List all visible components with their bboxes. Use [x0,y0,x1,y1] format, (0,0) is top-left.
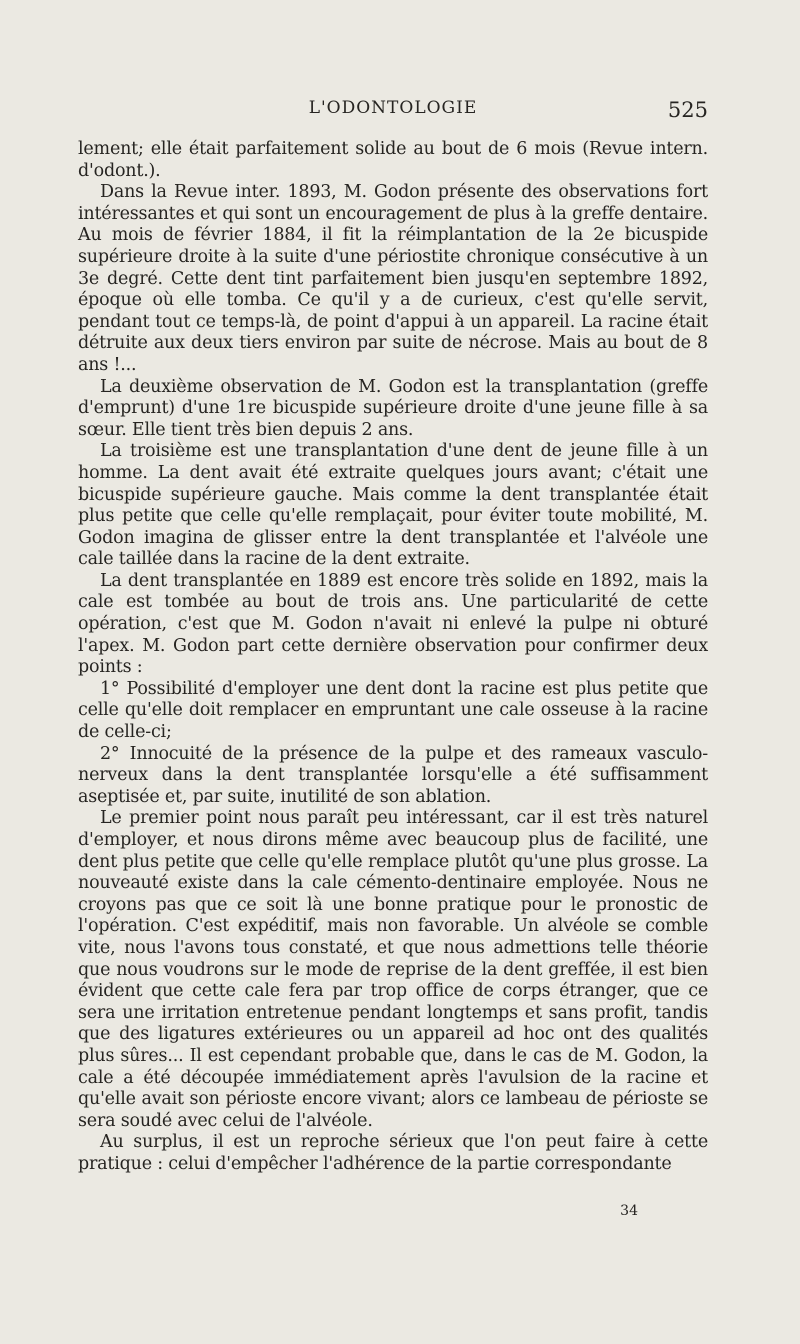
paragraph-6: 1° Possibilité d'employer une dent dont la racine est plus petite que celle qu'elle doit remplacer en empruntant une cale osseuse à la racine de celle-ci; [78,678,708,743]
body-text [78,139,708,1176]
page-number: 525 [667,98,708,122]
signature-mark: 34 [620,1203,638,1219]
paragraph-2: Dans la Revue inter. 1893, M. Godon présente des observations fort intéressantes et qui sont un encouragement de plus à la greffe dentaire. Au mois de février 1884, il fit la réimplantation de la 2e bicuspide supérieure droite à la suite d'une périostite chronique consécutive à un 3e degré. Cette dent tint parfaitement bien jusqu'en septembre 1892, époque où elle tomba. Ce qu'il y a de curieux, c'est qu'elle servit, pendant tout ce temps-là, de point d'appui à un appareil. La racine était détruite aux deux tiers environ par suite de nécrose. Mais au bout de 8 ans !... [78,182,708,375]
journal-title: L'ODONTOLOGIE [308,98,478,118]
paragraph-4: La troisième est une transplantation d'une dent de jeune fille à un homme. La dent avait été extraite quelques jours avant; c'était une bicuspide supérieure gauche. Mais comme la dent transplantée était plus petite que celle qu'elle remplaçait, pour éviter toute mobilité, M. Godon imagina de glisser entre la dent transplantée et l'alvéole une cale taillée dans la racine de la dent extraite. [78,441,708,570]
paragraph-9: Au surplus, il est un reproche sérieux que l'on peut faire à cette pratique : celui d'empêcher l'adhérence de la partie correspondante [78,1132,708,1174]
paragraph-1: lement; elle était parfaitement solide au bout de 6 mois (Revue intern. d'odont.). [78,139,708,181]
paragraph-8: Le premier point nous paraît peu intéressant, car il est très naturel d'employer, et nous dirons même avec beaucoup plus de facilité, une dent plus petite que celle qu'elle remplace plutôt qu'une plus grosse. La nouveauté existe dans la cale cémento-dentinaire employée. Nous ne croyons pas que ce soit là une bonne pratique pour le pronostic de l'opération. C'est expéditif, mais non favorable. Un alvéole se comble vite, nous l'avons tous constaté, et que nous admettions telle théorie que nous voudrons sur le mode de reprise de la dent greffée, il est bien évident que cette cale fera par trop office de corps étranger, que ce sera une irritation entretenue pendant longtemps et sans profit, tandis que des ligatures extérieures ou un appareil ad hoc ont des qualités plus sûres... Il est cependant probable que, dans le cas de M. Godon, la cale a été découpée immédiatement après l'avulsion de la racine et qu'elle avait son périoste encore vivant; alors ce lambeau de périoste se sera soudé avec celui de l'alvéole. [78,808,708,1131]
paragraph-5: La dent transplantée en 1889 est encore très solide en 1892, mais la cale est tombée au bout de trois ans. Une particularité de cette opération, c'est que M. Godon n'avait ni enlevé la pulpe ni obturé l'apex. M. Godon part cette dernière observation pour confirmer deux points : [78,570,708,678]
paragraph-3: La deuxième observation de M. Godon est la transplantation (greffe d'emprunt) d'une 1re bicuspide supérieure droite d'une jeune fille à sa sœur. Elle tient très bien depuis 2 ans. [78,376,708,440]
running-header [78,98,708,130]
paragraph-7: 2° Innocuité de la présence de la pulpe et des rameaux vasculo-nerveux dans la dent transplantée lorsqu'elle a été suffisamment aseptisée et, par suite, inutilité de son ablation. [78,743,708,807]
